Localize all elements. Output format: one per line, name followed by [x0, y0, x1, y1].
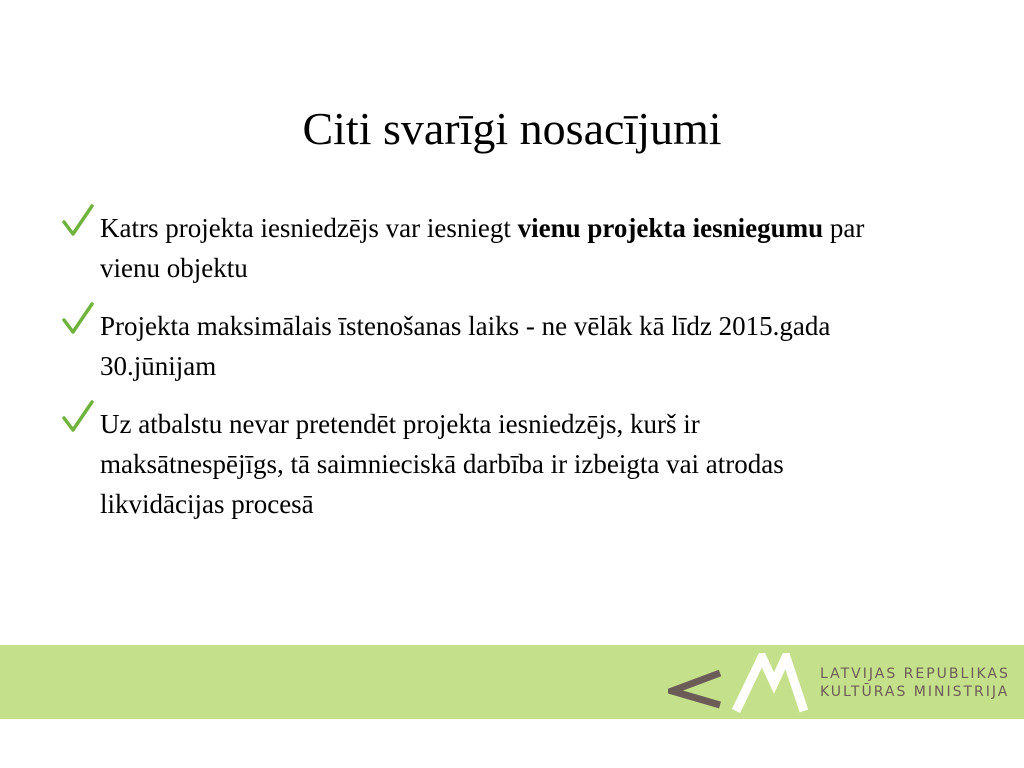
bullet-item — [62, 306, 882, 386]
bullet-text: Uz atbalstu nevar pretendēt projekta iesniedzējs, kurš ir maksātnespējīgs, tā saimnieciskā darbība ir izbeigta vai atrodas likvidācijas procesā — [100, 409, 784, 519]
checkmark-icon — [62, 302, 94, 336]
checkmark-icon — [62, 400, 94, 434]
bullet-list — [62, 208, 882, 542]
slide-title: Citi svarīgi nosacījumi — [302, 102, 722, 154]
bullet-text: Projekta maksimālais īstenošanas laiks - ne vēlāk kā līdz 2015.gada 30.jūnijam — [100, 311, 831, 381]
bullet-text-emphasis: vienu projekta iesniegumu — [517, 213, 824, 243]
ministry-logo-text — [820, 665, 1010, 701]
bullet-item — [62, 404, 882, 524]
checkmark-icon — [62, 204, 94, 238]
logo-line-1: LATVIJAS REPUBLIKAS — [820, 666, 1010, 682]
footer-band — [0, 645, 1024, 719]
ministry-logo-icon — [668, 653, 808, 715]
bullet-item — [62, 208, 882, 288]
bullet-text — [100, 213, 864, 283]
bullet-text-part: Katrs projekta iesniedzējs var iesniegt — [100, 213, 518, 243]
logo-line-2: KULTŪRAS MINISTRIJA — [820, 684, 1010, 700]
bullet-text-part: par vienu objektu — [100, 213, 865, 283]
